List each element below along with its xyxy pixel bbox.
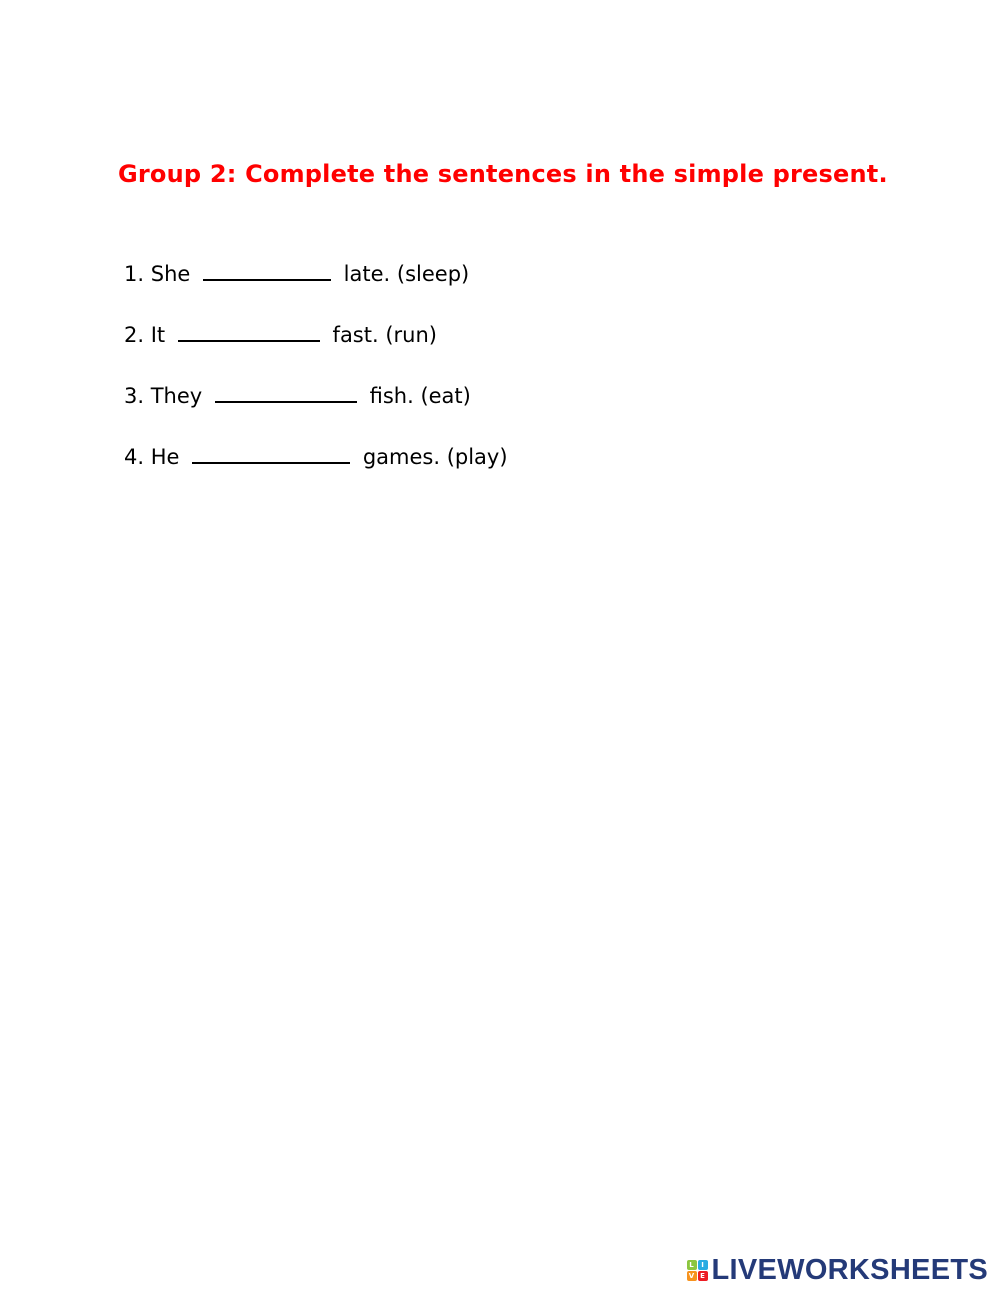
item-number: 4. (124, 445, 145, 469)
item-verb-hint: fish. (eat) (369, 384, 471, 408)
item-verb-hint: late. (sleep) (343, 262, 470, 286)
logo-mark-tile: I (698, 1260, 708, 1270)
item-subject: It (150, 323, 166, 347)
answer-blank-2[interactable] (178, 318, 320, 342)
exercise-item-1 (124, 257, 508, 318)
item-verb-hint: fast. (run) (332, 323, 437, 347)
item-verb-hint: games. (play) (362, 445, 508, 469)
exercise-item-2 (124, 318, 508, 379)
item-subject: She (150, 262, 191, 286)
answer-blank-4[interactable] (192, 440, 350, 464)
item-number: 3. (124, 384, 145, 408)
answer-blank-3[interactable] (215, 379, 357, 403)
item-subject: He (150, 445, 180, 469)
answer-blank-1[interactable] (203, 257, 331, 281)
item-number: 1. (124, 262, 145, 286)
liveworksheets-logo (687, 1254, 989, 1287)
exercise-list (124, 257, 508, 501)
item-subject: They (150, 384, 203, 408)
exercise-item-4 (124, 440, 508, 501)
logo-text: LIVEWORKSHEETS (711, 1254, 988, 1286)
item-number: 2. (124, 323, 145, 347)
worksheet-title: Group 2: Complete the sentences in the simple present. (118, 160, 888, 188)
logo-mark-tile: E (698, 1271, 708, 1281)
logo-mark-tile: L (687, 1260, 697, 1270)
logo-mark-icon (687, 1260, 708, 1281)
logo-mark-tile: V (687, 1271, 697, 1281)
exercise-item-3 (124, 379, 508, 440)
